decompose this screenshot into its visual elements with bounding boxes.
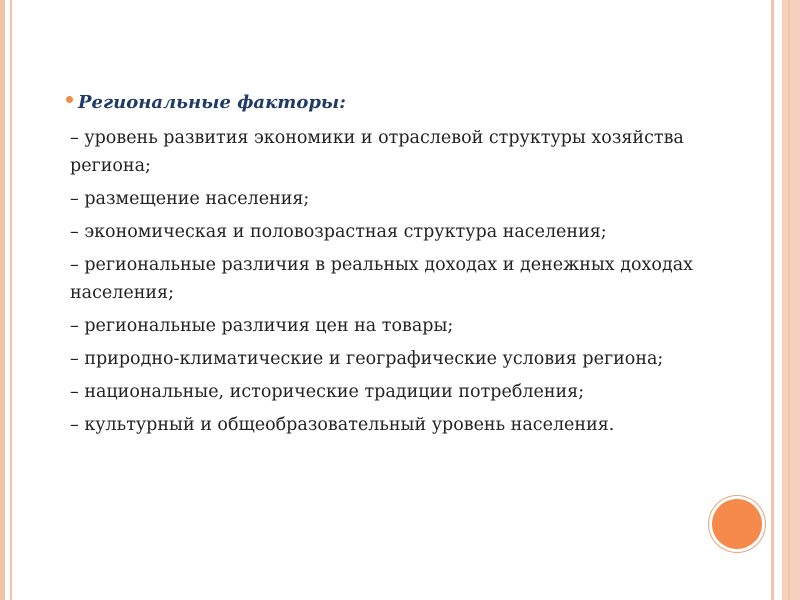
left-decor-line — [10, 0, 12, 600]
heading-row — [70, 90, 730, 116]
right-decor-line — [771, 0, 774, 600]
list-item: – культурный и общеобразовательный уровень населения. — [70, 415, 615, 435]
slide-heading: Региональные факторы: — [78, 92, 346, 113]
list-item: – экономическая и половозрастная структура населения; — [70, 222, 607, 242]
list-item: – региональные различия в реальных доходах и денежных доходах населения; — [70, 255, 694, 303]
bullet-icon — [66, 96, 73, 103]
slide-content — [70, 90, 730, 444]
list-item: – региональные различия цен на товары; — [70, 316, 454, 336]
list-item: – национальные, исторические традиции потребления; — [70, 382, 585, 402]
orange-circle-decoration — [712, 499, 762, 549]
list-item: – размещение населения; — [70, 189, 310, 209]
right-decor-stripe — [782, 0, 800, 600]
left-decor-stripe — [0, 0, 5, 600]
list-item: – природно-климатические и географические условия региона; — [70, 349, 664, 369]
list-item: – уровень развития экономики и отраслевой структуры хозяйства региона; — [70, 128, 684, 176]
